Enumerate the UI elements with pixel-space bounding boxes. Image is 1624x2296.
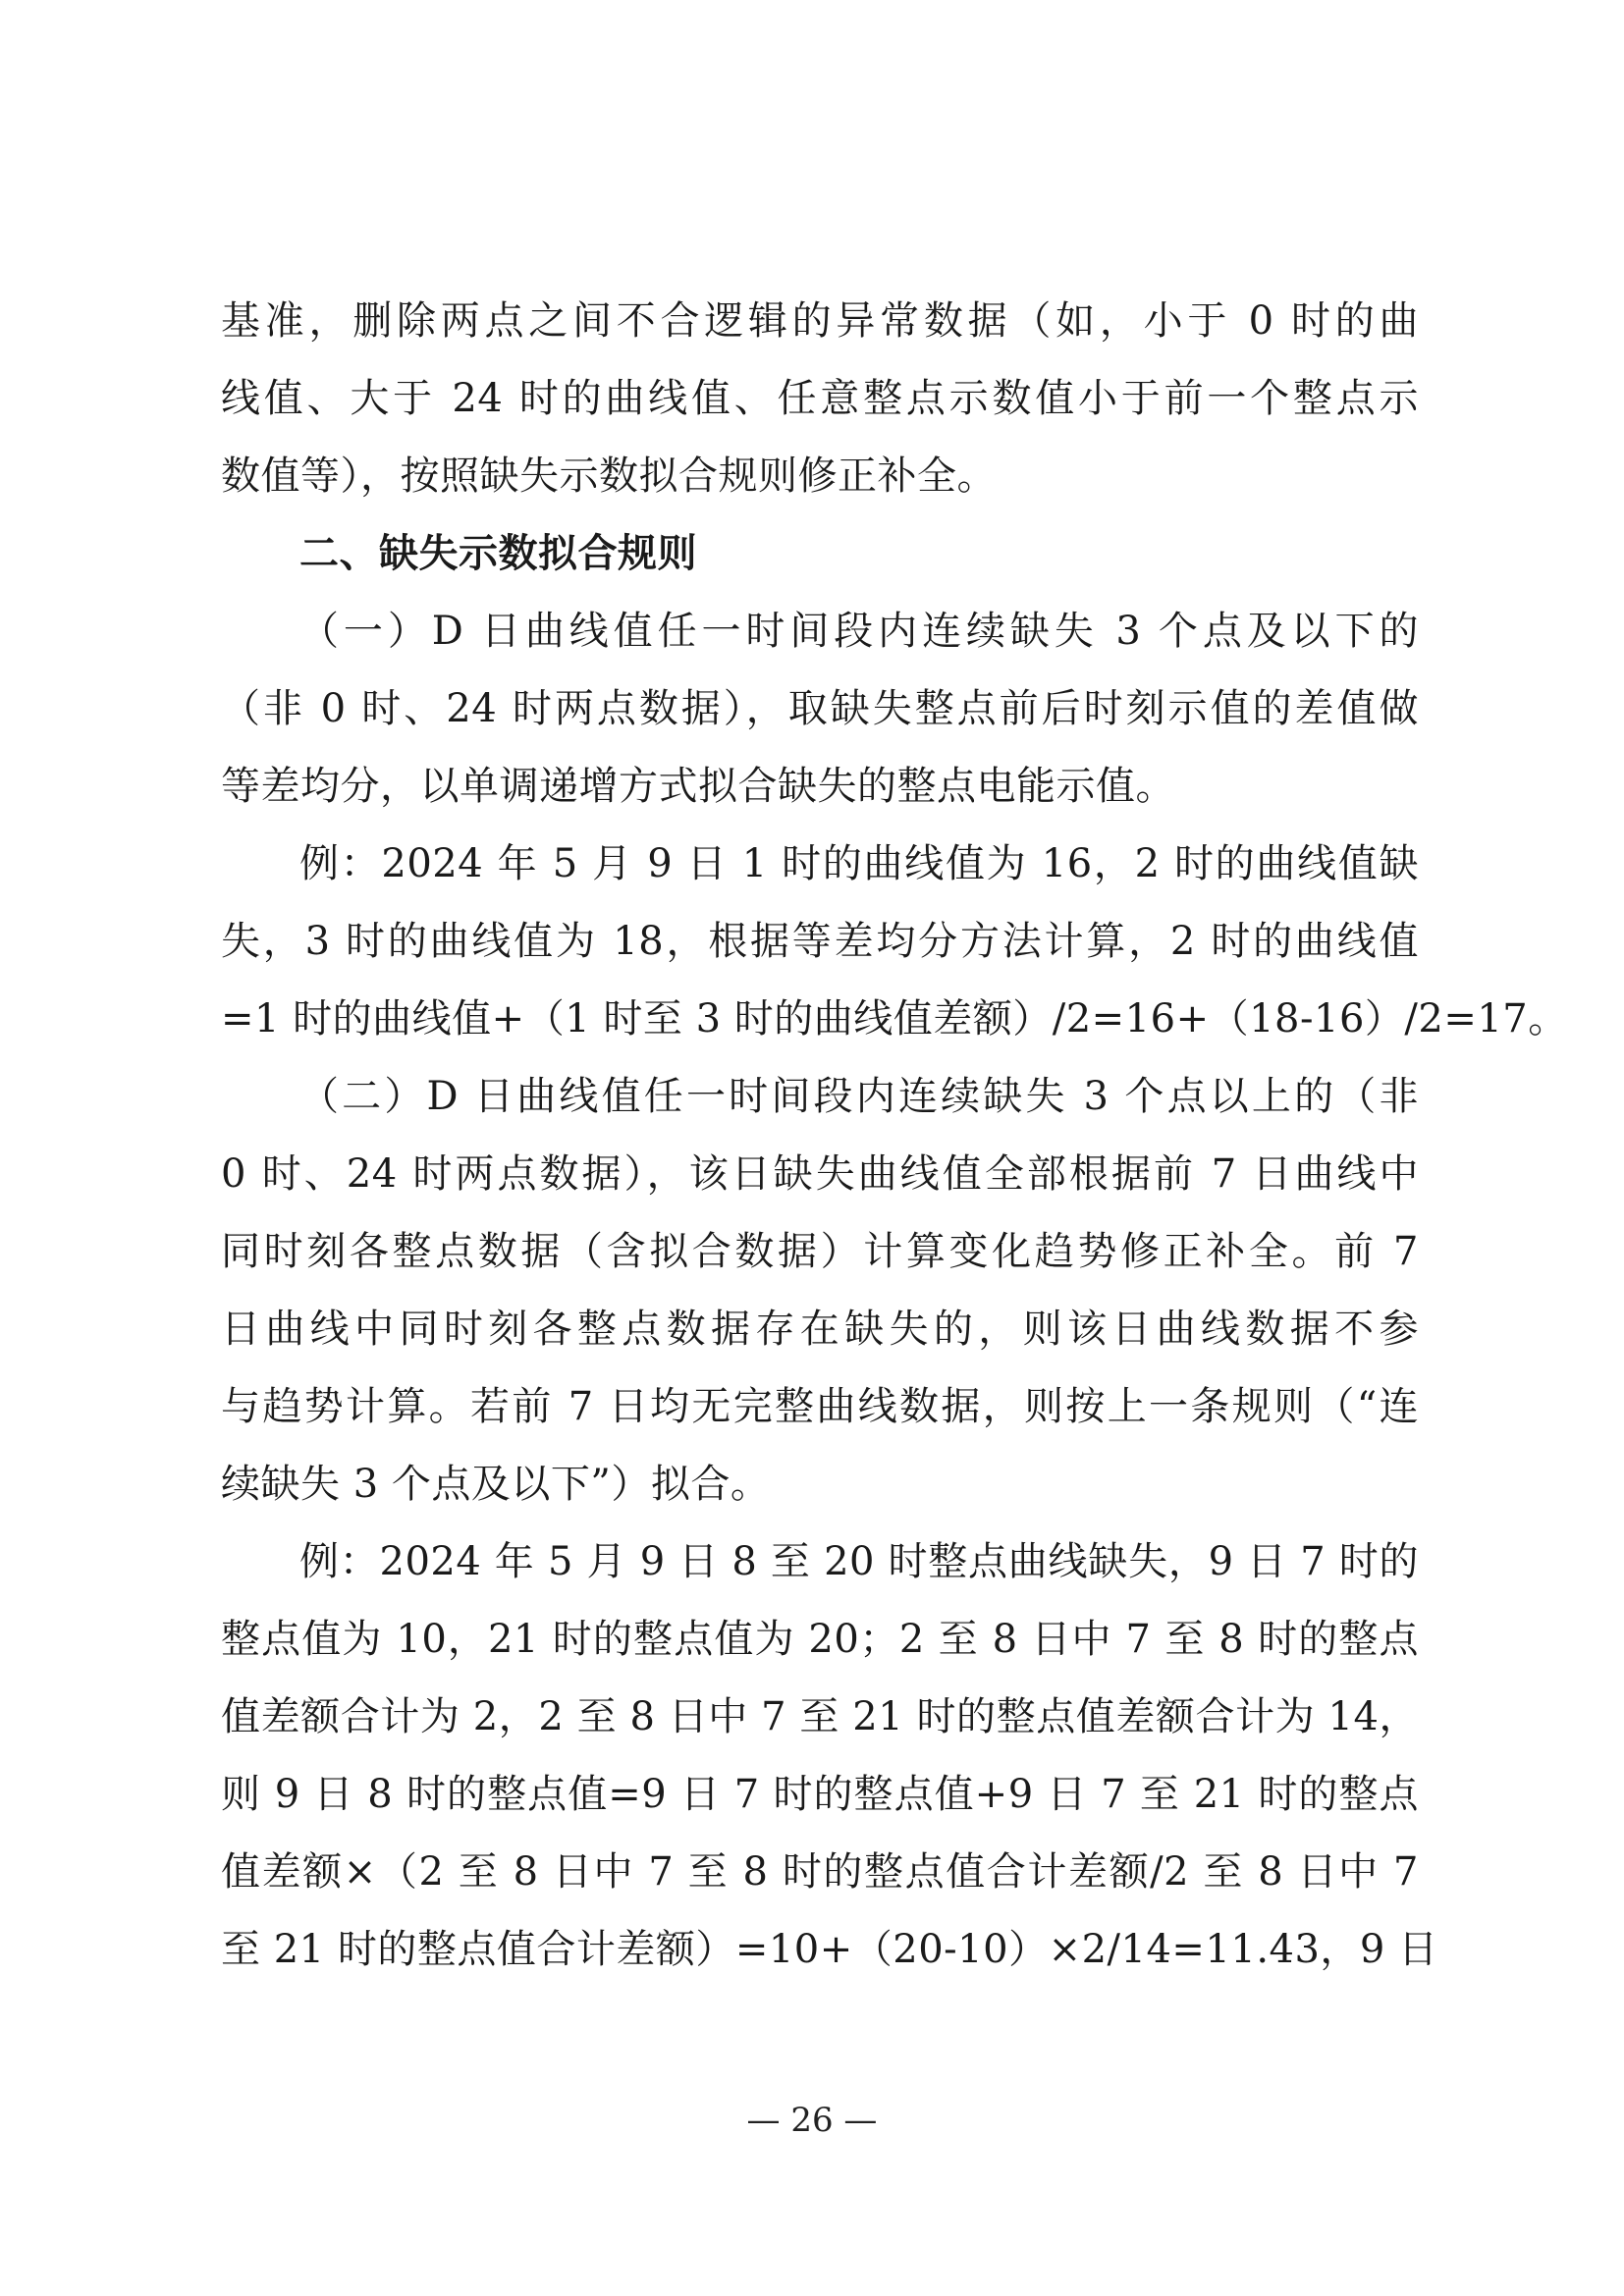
- text-line: 续缺失 3 个点及以下”）拟合。: [221, 1462, 771, 1507]
- text-line: 等差均分，以单调递增方式拟合缺失的整点电能示值。: [221, 764, 1175, 809]
- text-line: 数值等），按照缺失示数拟合规则修正补全。: [221, 454, 997, 499]
- text-line: （一）D 日曲线值任一时间段内连续缺失 3 个点及以下的: [299, 609, 1419, 654]
- text-line: 同时刻各整点数据（含拟合数据）计算变化趋势修正补全。前 7: [221, 1229, 1419, 1274]
- section-heading: 二、缺失示数拟合规则: [299, 531, 697, 576]
- text-line: 例：2024 年 5 月 9 日 8 至 20 时整点曲线缺失，9 日 7 时的: [299, 1539, 1419, 1584]
- text-line: 值差额×（2 至 8 日中 7 至 8 时的整点值合计差额/2 至 8 日中 7: [221, 1849, 1419, 1895]
- body-text: [221, 283, 1568, 1989]
- text-line: 整点值为 10，21 时的整点值为 20；2 至 8 日中 7 至 8 时的整点: [221, 1617, 1419, 1662]
- text-line: 至 21 时的整点值合计差额）=10+（20-10）×2/14=11.43，9 日: [221, 1927, 1438, 1972]
- text-line: 与趋势计算。若前 7 日均无完整曲线数据，则按上一条规则（“连: [221, 1384, 1419, 1429]
- text-line: （二）D 日曲线值任一时间段内连续缺失 3 个点以上的（非: [299, 1074, 1419, 1119]
- text-line: 线值、大于 24 时的曲线值、任意整点示数值小于前一个整点示: [221, 376, 1419, 421]
- text-line: 基准，删除两点之间不合逻辑的异常数据（如，小于 0 时的曲: [221, 298, 1419, 344]
- text-line: 值差额合计为 2，2 至 8 日中 7 至 21 时的整点值差额合计为 14，: [221, 1694, 1419, 1739]
- text-line: 日曲线中同时刻各整点数据存在缺失的，则该日曲线数据不参: [221, 1307, 1419, 1352]
- page-number: — 26 —: [746, 2101, 878, 2140]
- text-line: 例：2024 年 5 月 9 日 1 时的曲线值为 16，2 时的曲线值缺: [299, 841, 1419, 886]
- text-line: 则 9 日 8 时的整点值=9 日 7 时的整点值+9 日 7 至 21 时的整点: [221, 1772, 1419, 1817]
- text-line: 0 时、24 时两点数据），该日缺失曲线值全部根据前 7 日曲线中: [221, 1151, 1419, 1197]
- text-line: =1 时的曲线值+（1 时至 3 时的曲线值差额）/2=16+（18-16）/2=17。: [221, 996, 1568, 1041]
- text-line: 失，3 时的曲线值为 18，根据等差均分方法计算，2 时的曲线值: [221, 919, 1419, 964]
- text-line: （非 0 时、24 时两点数据），取缺失整点前后时刻示值的差值做: [221, 686, 1419, 731]
